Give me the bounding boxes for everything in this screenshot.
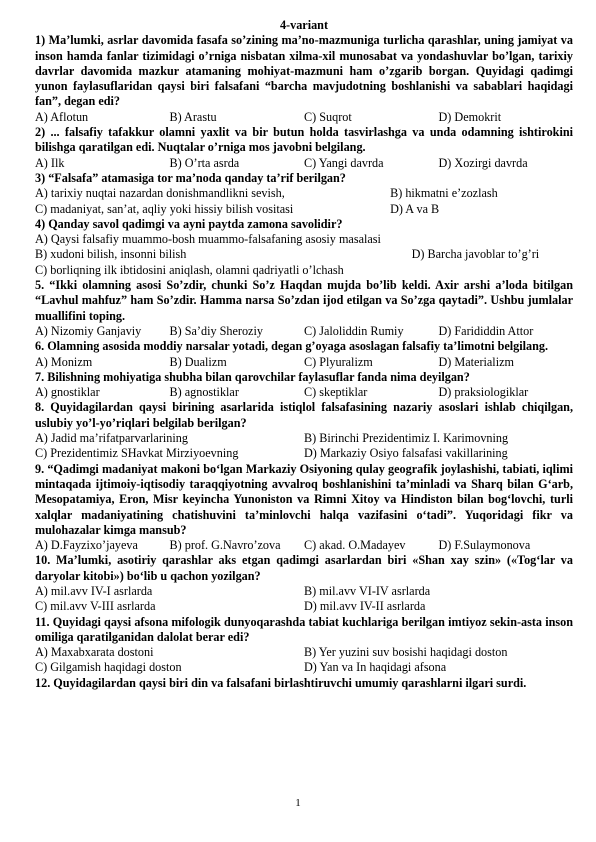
question-11: 11. Quyidagi qaysi afsona mifologik dunyoqarashda tabiat kuchlariga berilgan imtiyoz sekin-asta inson omiliga qaratilganidan dalolat berar edi? [35, 614, 573, 644]
option-8b[interactable]: B) Birinchi Prezidentimiz I. Karimovning [304, 431, 509, 446]
option-2b[interactable]: B) O’rta asrda [169, 155, 240, 170]
option-9b[interactable]: B) prof. G.Navro’zova [169, 538, 281, 553]
option-7d[interactable]: D) praksiologiklar [438, 385, 529, 400]
option-4a[interactable]: A) Qaysi falsafiy muammo-bosh muammo-falsafaning asosiy masalasi [35, 232, 381, 247]
option-3d[interactable]: D) A va B [390, 201, 440, 216]
option-4c[interactable]: C) borliqning ilk ibtidosini aniqlash, olamni qadriyatli o’lchash [35, 262, 344, 277]
options-2 [35, 156, 573, 171]
option-2d[interactable]: D) Xozirgi davrda [438, 155, 528, 170]
option-6d[interactable]: D) Materializm [438, 354, 514, 369]
option-7c[interactable]: C) skeptiklar [304, 385, 368, 400]
option-5b[interactable]: B) Sa’diy Sheroziy [169, 323, 263, 338]
option-5d[interactable]: D) Farididdin Attor [438, 323, 534, 338]
page-number: 1 [295, 797, 301, 809]
option-10c[interactable]: C) mil.avv V-III asrlarda [35, 599, 156, 614]
option-2c[interactable]: C) Yangi davrda [304, 155, 384, 170]
option-3a[interactable]: A) tarixiy nuqtai nazardan donishmandlikni sevish, [35, 186, 285, 201]
option-1c[interactable]: C) Suqrot [304, 109, 352, 124]
question-6: 6. Olamning asosida moddiy narsalar yotadi, degan g’oyaga asoslagan falsafiy ta’limotni belgilang. [35, 339, 549, 354]
exam-page [35, 18, 573, 691]
option-5c[interactable]: C) Jaloliddin Rumiy [304, 323, 404, 338]
question-1: 1) Ma’lumki, asrlar davomida fasafa so’zining ma’no-mazmuniga turlicha qarashlar, uning jamiyat va inson hamda fanlar tizimidagi o’rniga nisbatan xilma-xil munosabat va yondashuvlar bo’lgan, tarixiy davrlar davomida mazkur atamaning mohiyat-mazmuni ham o’zgarib borgan. Quyidagi qadimgi yunon faylasuflaridan qaysi biri falsafani “barcha mavjudotning boshlanishi va sabablari haqidagi fan”, degan edi? [35, 33, 573, 109]
option-7b[interactable]: B) agnostiklar [169, 385, 239, 400]
options-10-row2 [35, 599, 573, 614]
question-3: 3) “Falsafa” atamasiga tor ma’noda qanday ta’rif berilgan? [35, 170, 346, 185]
options-11-row1 [35, 645, 573, 660]
options-8-row2 [35, 446, 573, 461]
option-10d[interactable]: D) mil.avv IV-II asrlarda [304, 599, 426, 614]
option-8a[interactable]: A) Jadid ma’rifatparvarlarining [35, 431, 188, 446]
options-5 [35, 324, 573, 339]
variant-heading: 4-variant [279, 18, 329, 32]
option-11c[interactable]: C) Gilgamish haqidagi doston [35, 660, 182, 675]
options-11-row2 [35, 660, 573, 675]
question-9: 9. “Qadimgi madaniyat makoni bo‘lgan Markaziy Osiyoning qulay geografik joylashishi, tabiati, iqlimi mintaqada ijtimoiy-iqtisodiy taraqqiyotning avvalroq boshlanishini ta’minladi va Sharq bilan G‘arb, Mesopatamiya, Eron, Misr keyincha Yunoniston va Rimni Xitoy va Hindiston bilan bog‘lovchi, turli xalqlar madaniyatining chatishuvini ta’minlovchi halqa vazifasini o‘tadi”. Yuqoridagi fikr va mulohazalar kimga mansub? [35, 461, 573, 537]
option-4d[interactable]: D) Barcha javoblar to’g’ri [411, 247, 540, 262]
options-3-row1 [35, 186, 573, 201]
option-10b[interactable]: B) mil.avv VI-IV asrlarda [304, 583, 431, 598]
option-7a[interactable]: A) gnostiklar [35, 385, 100, 400]
option-6b[interactable]: B) Dualizm [169, 354, 227, 369]
options-9 [35, 538, 573, 553]
option-1b[interactable]: B) Arastu [169, 109, 217, 124]
option-2a[interactable]: A) Ilk [35, 155, 65, 170]
option-9d[interactable]: D) F.Sulaymonova [438, 538, 531, 553]
question-5: 5. “Ikki olamning asosi So’zdir, chunki So’z Haqdan mujda bo’lib keldi. Axir arshi a’loda bitilgan “Lavhul mahfuz” ham So’zdir. Hamma narsa So’zdan ijod etilgan va So’zga qaytadi”. Ushbu jumlalar muallifini toping. [35, 278, 573, 323]
option-5a[interactable]: A) Nizomiy Ganjaviy [35, 323, 142, 338]
question-2: 2) ... falsafiy tafakkur olamni yaxlit va bir butun holda tasvirlashga va unda odamning ishtirokini bilishga qaratilgan edi. Nuqtalar o’rniga mos javobni belgilang. [35, 125, 573, 155]
option-8c[interactable]: C) Prezidentimiz SHavkat Mirziyoevning [35, 446, 239, 461]
option-9a[interactable]: A) D.Fayzixo’jayeva [35, 538, 138, 553]
options-4-row2 [35, 247, 573, 262]
option-8d[interactable]: D) Markaziy Osiyo falsafasi vakillarining [304, 446, 508, 461]
option-11b[interactable]: B) Yer yuzini suv bosishi haqidagi doston [304, 645, 508, 660]
option-1a[interactable]: A) Aflotun [35, 109, 89, 124]
option-11a[interactable]: A) Maxabxarata dostoni [35, 645, 154, 660]
question-7: 7. Bilishning mohiyatiga shubha bilan qarovchilar faylasuflar fanda nima deyilgan? [35, 369, 470, 384]
option-6a[interactable]: A) Monizm [35, 354, 93, 369]
question-10: 10. Ma’lumki, asotiriy qarashlar aks etgan qadimgi asarlardan biri «Shan xay szin» («Tog‘lar va daryolar kitobi») bo‘lib u qachon yozilgan? [35, 553, 573, 583]
option-9c[interactable]: C) akad. O.Madayev [304, 538, 406, 553]
options-6 [35, 355, 573, 370]
options-7 [35, 385, 573, 400]
options-3-row2 [35, 202, 573, 217]
option-3c[interactable]: C) madaniyat, san’at, aqliy yoki hissiy bilish vositasi [35, 201, 294, 216]
option-1d[interactable]: D) Demokrit [438, 109, 502, 124]
question-8: 8. Quyidagilardan qaysi birining asarlarida istiqlol falsafasining nazariy asoslari ishlab chiqilgan, uslubiy yo’l-yo’riqlari belgilab berilgan? [35, 400, 573, 430]
options-1 [35, 110, 573, 125]
question-12: 12. Quyidagilardan qaysi biri din va falsafani birlashtiruvchi umumiy qarashlarni ilgari surdi. [35, 675, 527, 690]
options-10-row1 [35, 584, 573, 599]
option-6c[interactable]: C) Plyuralizm [304, 354, 373, 369]
question-4: 4) Qanday savol qadimgi va ayni paytda zamona savolidir? [35, 216, 343, 231]
options-8-row1 [35, 431, 573, 446]
option-11d[interactable]: D) Yan va In haqidagi afsona [304, 660, 447, 675]
option-10a[interactable]: A) mil.avv IV-I asrlarda [35, 583, 153, 598]
option-4b[interactable]: B) xudoni bilish, insonni bilish [35, 247, 187, 262]
option-3b[interactable]: B) hikmatni e’zozlash [390, 186, 498, 201]
